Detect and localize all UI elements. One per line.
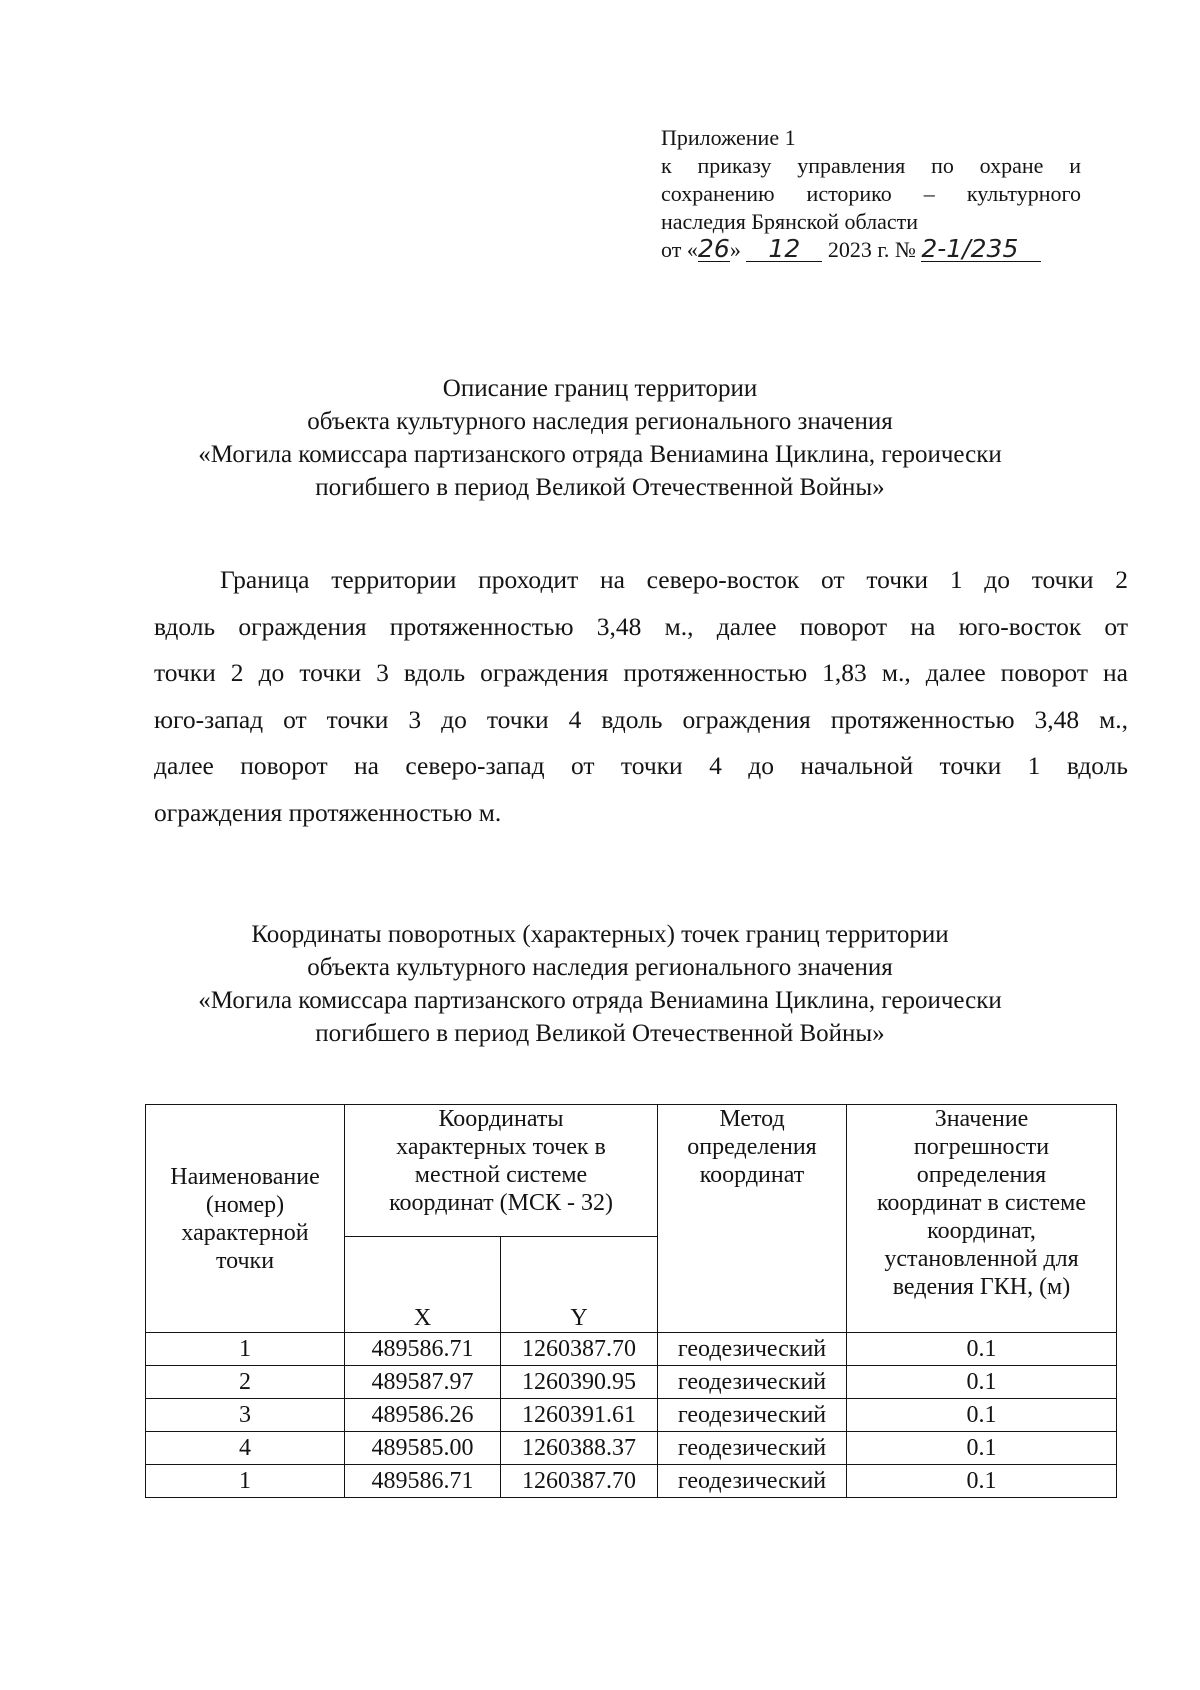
header-text: Координаты xyxy=(438,1106,564,1132)
header-x: X xyxy=(345,1237,501,1333)
header-method xyxy=(658,1105,847,1333)
cell-point: 3 xyxy=(146,1399,345,1432)
cell-y: 1260387.70 xyxy=(501,1465,658,1498)
body-line: ограждения протяженностью м. xyxy=(154,797,502,827)
header-text: ведения ГКН, (м) xyxy=(892,1274,1071,1300)
cell-method: геодезический xyxy=(658,1465,847,1498)
header-text: координат в системе xyxy=(876,1190,1086,1216)
cell-x: 489586.71 xyxy=(345,1465,501,1498)
date-year: 2023 г. № xyxy=(827,237,916,262)
title1-line: Описание границ территории xyxy=(442,375,758,402)
cell-method: геодезический xyxy=(658,1432,847,1465)
cell-y: 1260390.95 xyxy=(501,1366,658,1399)
body-line: точки 2 до точки 3 вдоль ограждения протяженностью 1,83 м., далее поворот на xyxy=(154,658,1128,687)
cell-x: 489586.71 xyxy=(345,1333,501,1366)
cell-x: 489586.26 xyxy=(345,1399,501,1432)
body-line: вдоль ограждения протяженностью 3,48 м., далее поворот на юго-восток от xyxy=(154,611,1128,641)
header-text: координат, xyxy=(927,1218,1036,1244)
header-text: Значение xyxy=(934,1106,1029,1132)
title1-line: «Могила комиссара партизанского отряда Вениамина Циклина, героически xyxy=(198,441,1002,468)
cell-y: 1260387.70 xyxy=(501,1333,658,1366)
appendix-header xyxy=(661,124,1081,264)
order-date-line xyxy=(661,236,1081,264)
header-text: определения xyxy=(687,1134,817,1160)
cell-point: 4 xyxy=(146,1432,345,1465)
date-month-handwritten: 12 xyxy=(746,237,822,262)
header-point-name xyxy=(146,1105,345,1333)
header-text: координат (МСК - 32) xyxy=(389,1190,613,1216)
appendix-title: Приложение 1 xyxy=(661,125,796,150)
appendix-order-line: к приказу управления по охране и xyxy=(661,153,1081,178)
cell-method: геодезический xyxy=(658,1366,847,1399)
table-row xyxy=(146,1432,1117,1465)
cell-point: 1 xyxy=(146,1333,345,1366)
header-text: установленной для xyxy=(884,1246,1079,1272)
cell-method: геодезический xyxy=(658,1399,847,1432)
header-text: (номер) xyxy=(205,1191,285,1218)
header-text: местной системе xyxy=(414,1162,588,1188)
cell-method: геодезический xyxy=(658,1333,847,1366)
date-prefix: от « xyxy=(661,237,698,262)
coordinates-table xyxy=(145,1104,1117,1498)
coordinates-title xyxy=(130,918,1070,1050)
body-line: далее поворот на северо-запад от точки 4 до начальной точки 1 вдоль xyxy=(154,751,1128,780)
header-text: погрешности xyxy=(913,1134,1050,1160)
cell-error: 0.1 xyxy=(847,1399,1117,1432)
header-text: Метод xyxy=(719,1106,785,1132)
header-text: определения xyxy=(916,1162,1047,1188)
appendix-region-line: наследия Брянской области xyxy=(661,209,919,234)
header-text: точки xyxy=(215,1247,275,1274)
boundary-description-title xyxy=(130,372,1070,504)
table-row xyxy=(146,1366,1117,1399)
cell-error: 0.1 xyxy=(847,1465,1117,1498)
header-coordinates xyxy=(345,1105,658,1237)
header-error-value xyxy=(847,1105,1117,1333)
boundary-description-text xyxy=(154,557,1128,836)
table-row xyxy=(146,1333,1117,1366)
table-row xyxy=(146,1399,1117,1432)
title2-line: Координаты поворотных (характерных) точек границ территории xyxy=(251,921,949,948)
title1-line: объекта культурного наследия регионального значения xyxy=(307,408,893,435)
cell-y: 1260388.37 xyxy=(501,1432,658,1465)
title1-line: погибшего в период Великой Отечественной Войны» xyxy=(315,474,885,501)
cell-error: 0.1 xyxy=(847,1432,1117,1465)
appendix-department-line: сохранению историко – культурного xyxy=(661,181,1081,206)
header-text: Наименование xyxy=(170,1163,320,1190)
order-number-handwritten: 2-1/235 xyxy=(921,237,1041,262)
title2-line: «Могила комиссара партизанского отряда Вениамина Циклина, героически xyxy=(198,987,1002,1014)
header-y: Y xyxy=(501,1237,658,1333)
cell-y: 1260391.61 xyxy=(501,1399,658,1432)
table-row xyxy=(146,1465,1117,1498)
cell-point: 2 xyxy=(146,1366,345,1399)
body-line: Граница территории проходит на северо-восток от точки 1 до точки 2 xyxy=(220,565,1128,594)
date-close-quote: » xyxy=(729,237,741,262)
cell-error: 0.1 xyxy=(847,1366,1117,1399)
cell-error: 0.1 xyxy=(847,1333,1117,1366)
body-line: юго-запад от точки 3 до точки 4 вдоль ограждения протяженностью 3,48 м., xyxy=(154,704,1128,734)
cell-point: 1 xyxy=(146,1465,345,1498)
date-day-handwritten: 26 xyxy=(697,234,730,263)
cell-x: 489587.97 xyxy=(345,1366,501,1399)
header-text: характерной xyxy=(181,1219,309,1246)
header-text: характерных точек в xyxy=(396,1134,606,1160)
title2-line: погибшего в период Великой Отечественной Войны» xyxy=(315,1020,885,1047)
cell-x: 489585.00 xyxy=(345,1432,501,1465)
header-text: координат xyxy=(699,1162,805,1188)
title2-line: объекта культурного наследия регионального значения xyxy=(307,954,893,981)
